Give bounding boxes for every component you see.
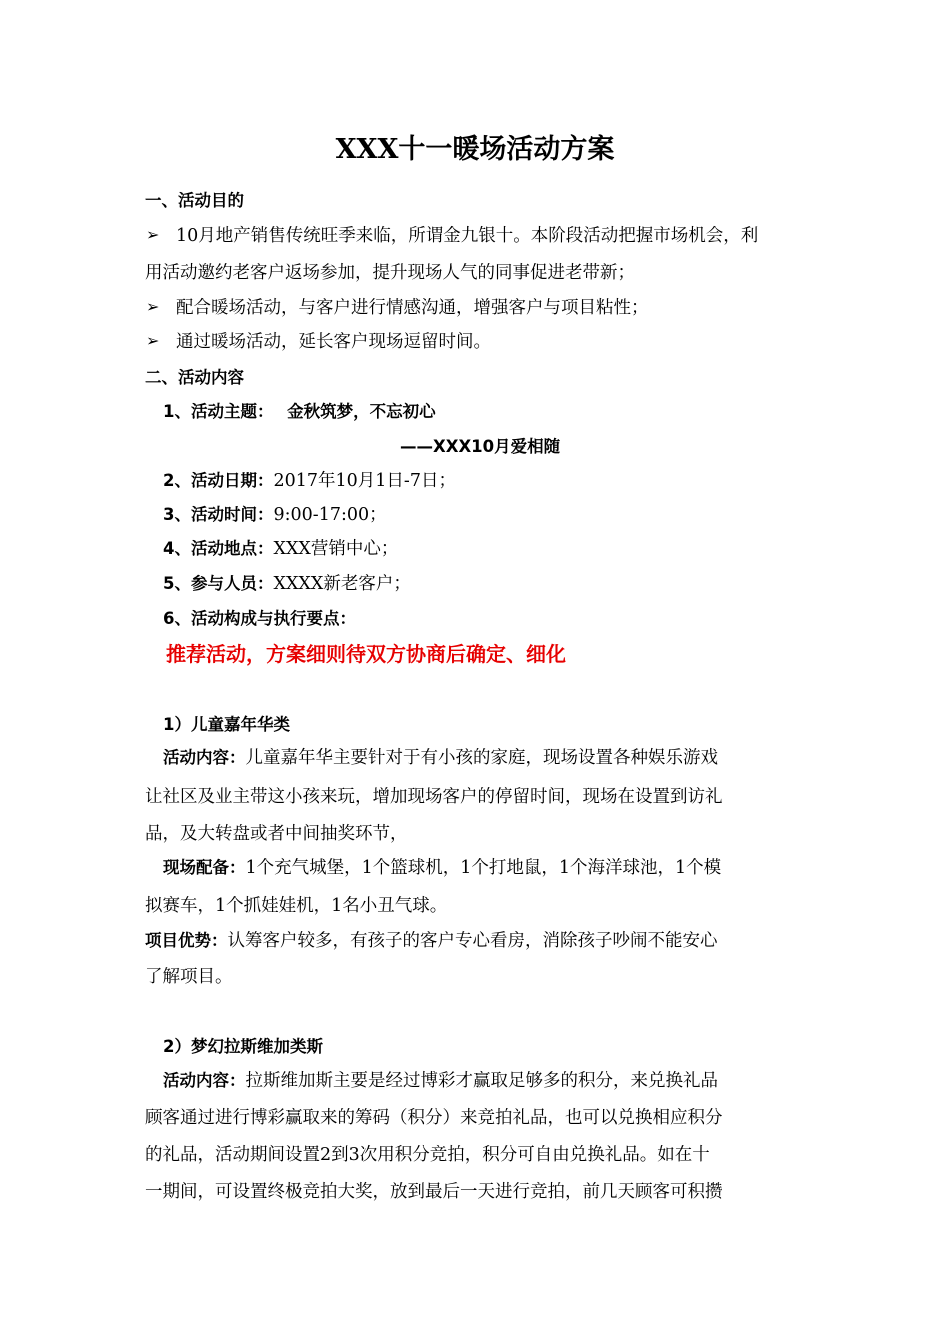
activity-1-adv-text-1: 认筹客户较多，有孩子的客户专心看房，消除孩子吵闹不能安心 — [227, 931, 718, 951]
date-row — [163, 469, 456, 493]
activity-2-heading: 2）梦幻拉斯维加类斯 — [163, 1037, 323, 1056]
activity-2-content-line-1 — [163, 1069, 718, 1093]
goal-bullet-1-line-1: 10月地产销售传统旺季来临，所谓金九银十。本阶段活动把握市场机会，利 — [176, 226, 759, 246]
activity-1-content-label: 活动内容： — [163, 748, 246, 767]
activity-2-content-line-4: 一期间，可设置终极竞拍大奖，放到最后一天进行竞拍，前几天顾客可积攒 — [145, 1182, 723, 1202]
theme-subtitle: ——XXX10月爱相随 — [400, 437, 561, 456]
activity-1-equip-label: 现场配备： — [163, 858, 246, 877]
recommend-note: 推荐活动，方案细则待双方协商后确定、细化 — [166, 642, 566, 666]
section-heading-goals: 一、活动目的 — [145, 191, 244, 210]
time-row — [163, 503, 387, 527]
date-label: 2、活动日期： — [163, 471, 274, 490]
activity-1-adv-line-2: 了解项目。 — [145, 967, 233, 987]
bullet-arrow-icon: ➢ — [146, 297, 160, 316]
activity-1-adv-line-1 — [145, 929, 718, 953]
time-value: 9:00-17:00； — [273, 505, 387, 525]
theme-label: 1、活动主题： — [163, 402, 274, 421]
activity-1-equip-line-1 — [163, 856, 721, 880]
place-value: XXX营销中心； — [273, 539, 399, 559]
activity-1-adv-label: 项目优势： — [145, 931, 228, 950]
goal-bullet-1-line-2: 用活动邀约老客户返场参加，提升现场人气的同事促进老带新； — [145, 263, 635, 283]
activity-2-content-text-1: 拉斯维加斯主要是经过博彩才赢取足够多的积分，来兑换礼品 — [245, 1071, 718, 1091]
activity-1-equip-text-1: 1个充气城堡，1个篮球机，1个打地鼠，1个海洋球池，1个模 — [245, 858, 722, 878]
bullet-arrow-icon: ➢ — [146, 331, 160, 350]
bullet-arrow-icon: ➢ — [146, 225, 160, 244]
date-value: 2017年10月1日-7日； — [273, 471, 456, 491]
goal-bullet-3: 通过暖场活动，延长客户现场逗留时间。 — [176, 332, 491, 352]
activity-1-content-line-3: 品，及大转盘或者中间抽奖环节， — [145, 824, 408, 844]
place-label: 4、活动地点： — [163, 539, 274, 558]
theme-value: 金秋筑梦，不忘初心 — [287, 402, 436, 421]
activity-2-content-line-3: 的礼品，活动期间设置2到3次用积分竞拍，积分可自由兑换礼品。如在十 — [145, 1145, 710, 1165]
document-title: XXX十一暖场活动方案 — [335, 134, 615, 165]
place-row — [163, 537, 398, 561]
people-value: XXXX新老客户； — [273, 574, 411, 594]
people-label: 5、参与人员： — [163, 574, 274, 593]
goal-bullet-2: 配合暖场活动，与客户进行情感沟通，增强客户与项目粘性； — [176, 298, 649, 318]
activity-1-equip-line-2: 拟赛车，1个抓娃娃机，1名小丑气球。 — [145, 896, 448, 916]
activity-1-heading: 1）儿童嘉年华类 — [163, 715, 290, 734]
activity-2-content-line-2: 顾客通过进行博彩赢取来的筹码（积分）来竞拍礼品，也可以兑换相应积分 — [145, 1108, 723, 1128]
activity-1-content-text-1: 儿童嘉年华主要针对于有小孩的家庭，现场设置各种娱乐游戏 — [245, 748, 718, 768]
section-heading-content: 二、活动内容 — [145, 368, 244, 387]
people-row — [163, 572, 411, 596]
activity-1-content-line-1 — [163, 746, 718, 770]
theme-row — [163, 400, 436, 424]
activity-1-content-line-2: 让社区及业主带这小孩来玩，增加现场客户的停留时间，现场在设置到访礼 — [145, 787, 723, 807]
compose-label: 6、活动构成与执行要点： — [163, 609, 356, 628]
activity-2-content-label: 活动内容： — [163, 1071, 246, 1090]
time-label: 3、活动时间： — [163, 505, 274, 524]
